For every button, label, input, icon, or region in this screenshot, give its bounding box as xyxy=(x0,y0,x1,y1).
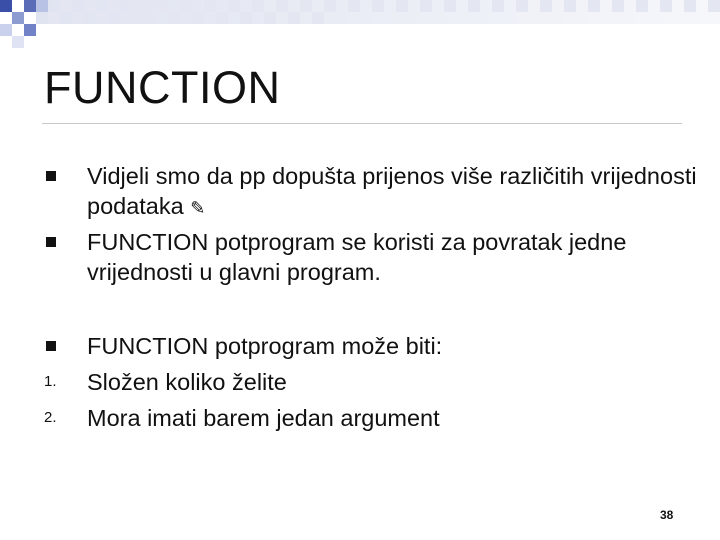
list-number: 1. xyxy=(44,373,57,390)
list-item-text: Mora imati barem jedan argument xyxy=(87,405,440,431)
list-item-text: FUNCTION potprogram može biti: xyxy=(87,333,443,359)
title-divider xyxy=(42,123,682,124)
list-item-text: FUNCTION potprogram se koristi za povratak jedne vrijednosti u glavni program. xyxy=(87,229,627,285)
page-number: 38 xyxy=(660,508,674,522)
list-item-text: Vidjeli smo da pp dopušta prijenos više različitih vrijednosti podataka xyxy=(87,163,697,219)
pencil-icon: ✎ xyxy=(190,198,206,218)
slide-title: FUNCTION xyxy=(44,62,281,113)
checkered-header-decoration xyxy=(0,0,720,48)
list-item-text: Složen koliko želite xyxy=(87,369,287,395)
list-number: 2. xyxy=(44,409,57,426)
